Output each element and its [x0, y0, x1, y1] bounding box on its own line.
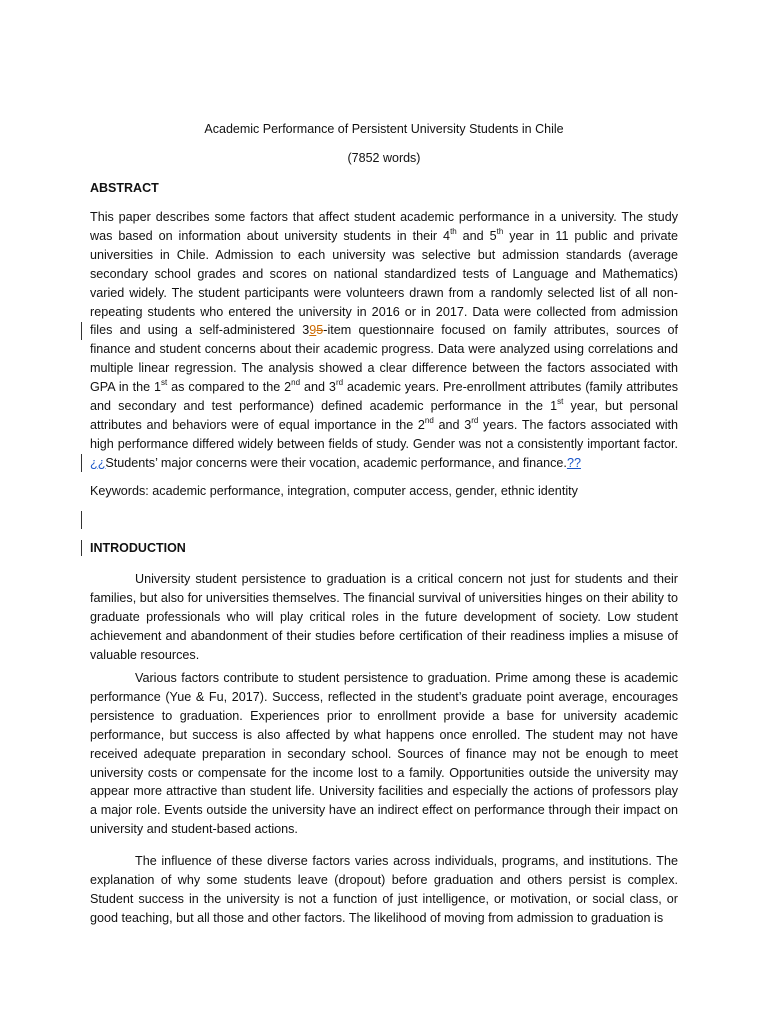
body-paragraph-3[interactable]: The influence of these diverse factors varies across individuals, programs, and institutions. The explanation of why some students leave (dropout) before graduation and others persist is complex. Student success in the university is not a function of just intelligence, or motivation, or social class, or good teaching, but all those and other factors. The likelihood of moving from admission to graduation is	[90, 854, 678, 925]
body-paragraph-2[interactable]: Various factors contribute to student persistence to graduation. Prime among these is academic performance (Yue & Fu, 2017). Success, reflected in the student’s graduate point average, encourages persistence to graduation. Experiences prior to enrollment provide a base for university academic performance, but success is also affected by what happens once enrolled. The student may not have received adequate preparation in secondary school. Sources of finance may not be enough to meet university costs or compensate for the income lost to a family. Opportunities outside the university may appear more attractive than student life. University facilities and especially the actions of professors play a major role. Events outside the university have an indirect effect on performance through their impact on university and student-based actions.	[90, 671, 678, 837]
keywords-line: Keywords: academic performance, integration, computer access, gender, ethnic identity	[90, 484, 578, 498]
body-paragraph-1[interactable]: University student persistence to graduation is a critical concern not just for students and their families, but also for universities themselves. The financial survival of universities hinges on their ability to graduate professionals who will play critical roles in the future development of society. Low student achievement and abandonment of their studies before certification of their readiness implies a misuse of valuable resources.	[90, 572, 678, 662]
abstract-heading: ABSTRACT	[90, 181, 159, 195]
introduction-heading: INTRODUCTION	[90, 541, 186, 555]
comment-marker-open[interactable]: ¿¿	[90, 455, 106, 470]
tracked-insertion[interactable]: 9	[309, 323, 317, 338]
change-bar	[81, 540, 82, 556]
change-bar	[81, 322, 82, 340]
change-bar	[81, 511, 82, 529]
comment-marker-close[interactable]: ??	[566, 455, 581, 470]
tracked-deletion[interactable]: 5	[316, 323, 324, 338]
change-bar	[81, 454, 82, 472]
document-title: Academic Performance of Persistent University Students in Chile	[204, 122, 564, 136]
word-count: (7852 words)	[347, 151, 421, 165]
abstract-paragraph[interactable]: This paper describes some factors that affect student academic performance in a university. The study was based on information about university students in their 4th and 5th year in 11 public and private universities in Chile. Admission to each university was selective but admission standards (average secondary school grades and scores on national standardized tests of Language and Mathematics) varied widely. The student participants were volunteers drawn from a randomly selected list of all non-repeating students who entered the university in 2016 or in 2017. Data were collected from admission files and using a self-administered 395-item questionnaire focused on family attributes, sources of finance and student concerns about their academic progress. Data were analyzed using correlations and multiple linear regression. The analysis showed a clear difference between the factors associated with GPA in the 1st as compared to the 2nd and 3rd academic years. Pre-enrollment attributes (family attributes and secondary and test performance) defined academic performance in the 1st year, but personal attributes and behaviors were of equal importance in the 2nd and 3rd years. The factors associated with high performance differed widely between fields of study. Gender was not a consistently important factor. ¿¿Students’ major concerns were their vocation, academic performance, and finance.??	[90, 210, 679, 470]
